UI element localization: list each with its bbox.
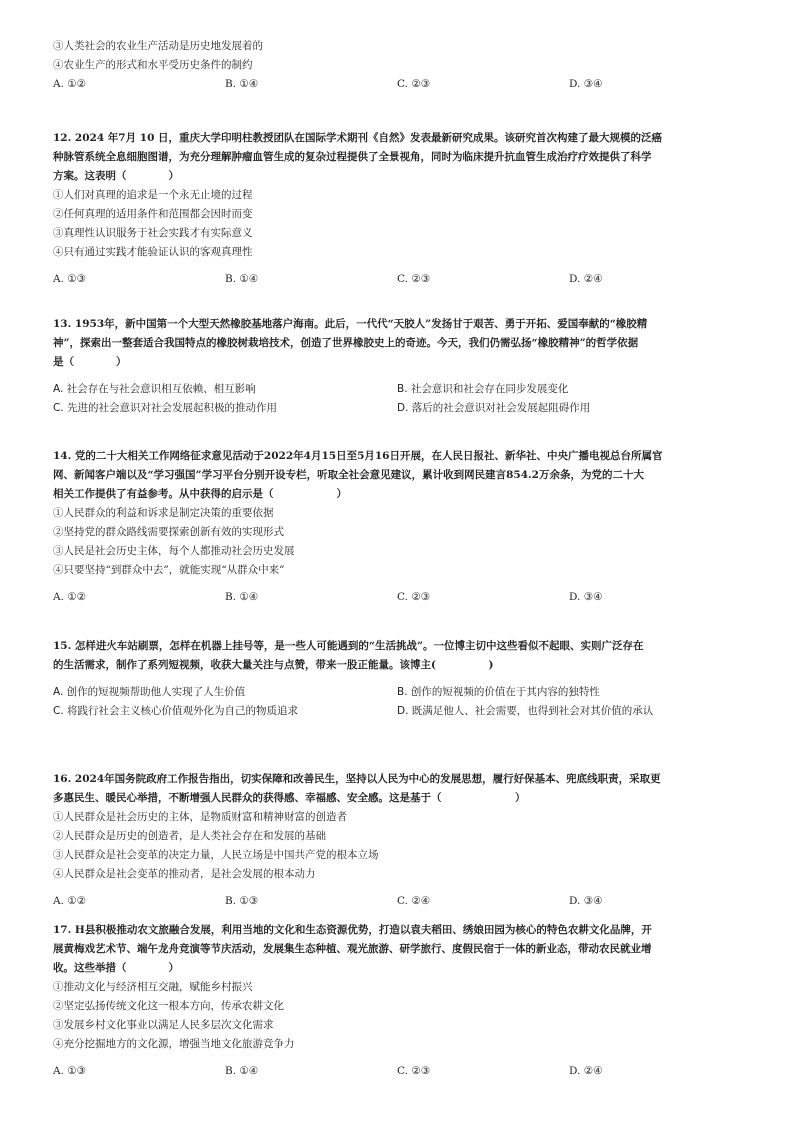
statement-item: ①人民群众的利益和诉求是制定决策的重要依据 (53, 507, 274, 519)
answer-options (53, 892, 743, 911)
question-15 (53, 637, 743, 721)
option-a[interactable]: A. ①③ (53, 273, 87, 285)
statement-item: ②坚持党的群众路线需要探索创新有效的实现形式 (53, 526, 284, 538)
question-17 (53, 921, 743, 1081)
option-c[interactable]: C. ②③ (397, 78, 431, 90)
option-c[interactable]: C. ②③ (397, 591, 431, 603)
answer-options (53, 75, 743, 94)
statement-item: ①人们对真理的追求是一个永无止境的过程 (53, 189, 253, 201)
question-stem-line: 方案。这表明（ ） (53, 170, 179, 182)
statement-item: ④充分挖掘地方的文化源，增强当地文化旅游竞争力 (53, 1038, 295, 1050)
question-stem-line: 相关工作提供了有益参考。从中获得的启示是（ ） (53, 488, 347, 500)
option-d[interactable]: D. ③④ (569, 78, 603, 90)
option-a[interactable]: A. ①③ (53, 1065, 87, 1077)
question-stem-line: 16. 2024年国务院政府工作报告指出，切实保障和改善民生，坚持以人民为中心的发展思想，履行好保基本、兜底线职责，采取更 (53, 773, 661, 785)
question-stem-line: 多惠民生、暖民心举措，不断增强人民群众的获得感、幸福感、安全感。这是基于（ ） (53, 792, 526, 804)
question-stem-line: 13. 1953年，新中国第一个大型天然橡胶基地落户海南。此后，一代代“天胶人”发扬甘于艰苦、勇于开拓、爱国奉献的“橡胶精 (53, 318, 648, 330)
question-stem-line: 的生活需求，制作了系列短视频，收获大量关注与点赞，带来一股正能量。该博主( ) (53, 659, 494, 671)
option-d[interactable]: D. 既满足他人、社会需要，也得到社会对其价值的承认 (397, 705, 654, 717)
option-b[interactable]: B. ①③ (225, 895, 259, 907)
question-stem-line: 12. 2024 年7月 10 日，重庆大学印明柱教授团队在国际学术期刊《自然》发表最新研究成果。该研究首次构建了最大规模的泛癌 (53, 132, 663, 144)
question-14 (53, 447, 743, 607)
option-a[interactable]: A. 创作的短视频帮助他人实现了人生价值 (53, 686, 246, 698)
answer-options (53, 588, 743, 607)
option-c[interactable]: C. ②③ (397, 1065, 431, 1077)
answer-options-row-2 (53, 702, 743, 721)
question-16 (53, 770, 743, 911)
option-d[interactable]: D. ③④ (569, 591, 603, 603)
option-d[interactable]: D. ②④ (569, 273, 603, 285)
statement-item: ③真理性认识服务于社会实践才有实际意义 (53, 227, 253, 239)
statement-item: ④只有通过实践才能验证认识的客观真理性 (53, 246, 253, 258)
question-stem-line: 网、新闻客户端以及“学习强国”学习平台分别开设专栏，听取全社会意见建议，累计收到网民建言854.2万余条，为党的二十大 (53, 469, 644, 481)
option-c[interactable]: C. ②④ (397, 895, 431, 907)
question-stem-line: 15. 怎样进火车站刷票，怎样在机器上挂号等，是一些人可能遇到的“生活挑战”。一位博主切中这些看似不起眼、实则广泛存在 (53, 640, 644, 652)
question-stem-line: 收。这些举措（ ） (53, 962, 179, 974)
option-b[interactable]: B. ①④ (225, 591, 259, 603)
question-11-continued (53, 37, 743, 94)
option-a[interactable]: A. ①② (53, 591, 87, 603)
option-c[interactable]: C. ②③ (397, 273, 431, 285)
option-d[interactable]: D. ③④ (569, 895, 603, 907)
statement-item: ③人民是社会历史主体，每个人都推动社会历史发展 (53, 545, 295, 557)
option-c[interactable]: C. 先进的社会意识对社会发展起积极的推动作用 (53, 402, 278, 414)
answer-options-row-2 (53, 399, 743, 418)
option-a[interactable]: A. ①② (53, 78, 87, 90)
question-stem-line: 种脉管系统全息细胞图谱，为充分理解肿瘤血管生成的复杂过程提供了全景视角，同时为临床提升抗血管生成治疗疗效提供了科学 (53, 151, 652, 163)
option-a[interactable]: A. ①② (53, 895, 87, 907)
question-13 (53, 315, 743, 418)
question-stem-line: 是（ ） (53, 356, 127, 368)
question-stem-line: 14. 党的二十大相关工作网络征求意见活动于2022年4月15日至5月16日开展，在人民日报社、新华社、中央广播电视总台所属官 (53, 450, 663, 462)
option-d[interactable]: D. ②④ (569, 1065, 603, 1077)
question-stem-line: 神”，探索出一整套适合我国特点的橡胶树栽培技术，创造了世界橡胶史上的奇迹。今天，我们仍需弘扬“橡胶精神”的哲学依据 (53, 337, 639, 349)
question-stem-line: 展黄梅戏艺术节、端午龙舟竞演等节庆活动，发展集生态种植、观光旅游、研学旅行、度假民宿于一体的新业态，带动农民就业增 (53, 943, 652, 955)
answer-options (53, 1062, 743, 1081)
option-b[interactable]: B. 创作的短视频的价值在于其内容的独特性 (397, 686, 600, 698)
answer-options (53, 270, 743, 289)
option-b[interactable]: B. ①④ (225, 273, 259, 285)
option-b[interactable]: B. 社会意识和社会存在同步发展变化 (397, 383, 569, 395)
option-b[interactable]: B. ①④ (225, 1065, 259, 1077)
answer-options-row-1 (53, 380, 743, 399)
statement-item: ②任何真理的适用条件和范围都会因时而变 (53, 208, 253, 220)
statement-item: ①人民群众是社会历史的主体，是物质财富和精神财富的创造者 (53, 811, 347, 823)
statement-item: ③人类社会的农业生产活动是历史地发展着的 (53, 40, 263, 52)
statement-item: ②人民群众是历史的创造者，是人类社会存在和发展的基础 (53, 830, 326, 842)
question-stem-line: 17. H县积极推动农文旅融合发展，利用当地的文化和生态资源优势，打造以袁夫稻田、绣娘田园为核心的特色农耕文化品牌，开 (53, 924, 652, 936)
option-a[interactable]: A. 社会存在与社会意识相互依赖、相互影响 (53, 383, 256, 395)
statement-item: ④只要坚持“到群众中去”，就能实现“从群众中来” (53, 564, 285, 576)
statement-item: ①推动文化与经济相互交融，赋能乡村振兴 (53, 981, 253, 993)
question-12 (53, 129, 743, 289)
statement-item: ②坚定弘扬传统文化这一根本方向，传承农耕文化 (53, 1000, 284, 1012)
option-d[interactable]: D. 落后的社会意识对社会发展起阻碍作用 (397, 402, 591, 414)
option-b[interactable]: B. ①④ (225, 78, 259, 90)
statement-item: ③发展乡村文化事业以满足人民多层次文化需求 (53, 1019, 274, 1031)
option-c[interactable]: C. 将践行社会主义核心价值观外化为自己的物质追求 (53, 705, 299, 717)
statement-item: ④农业生产的形式和水平受历史条件的制约 (53, 59, 253, 71)
statement-item: ④人民群众是社会变革的推动者，是社会发展的根本动力 (53, 868, 316, 880)
answer-options-row-1 (53, 683, 743, 702)
statement-item: ③人民群众是社会变革的决定力量，人民立场是中国共产党的根本立场 (53, 849, 379, 861)
